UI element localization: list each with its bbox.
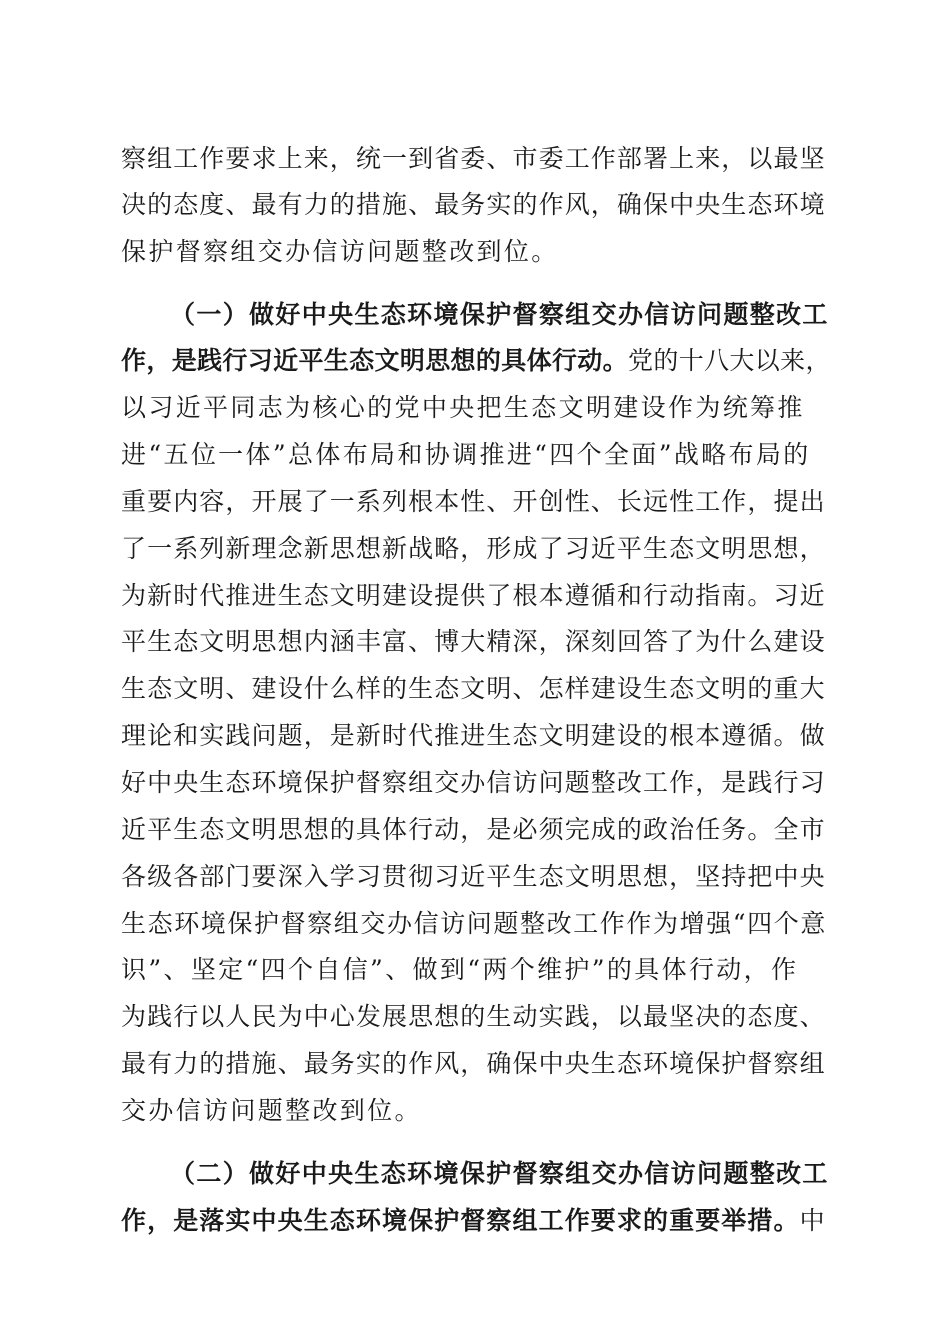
- text-line: [121, 997, 831, 1037]
- text-line: [121, 185, 831, 225]
- text-segment: 平生态文明思想内涵丰富、博大精深，深刻回答了为什么建设: [121, 627, 826, 656]
- text-line: [121, 622, 831, 662]
- text-segment: 最有力的措施、最务实的作风，确保中央生态环境保护督察组: [121, 1049, 826, 1078]
- text-segment: 好中央生态环境保护督察组交办信访问题整改工作，是践行习: [121, 768, 826, 797]
- text-segment: 保护督察组交办信访问题整改到位。: [121, 237, 559, 266]
- text-segment: 为新时代推进生态文明建设提供了根本遵循和行动指南。习近: [121, 581, 826, 610]
- text-line: [121, 388, 831, 428]
- text-segment: 以习近平同志为核心的党中央把生态文明建设作为统筹推: [121, 393, 805, 422]
- text-line: [121, 435, 831, 475]
- text-line: [121, 341, 831, 381]
- text-line: [121, 669, 831, 709]
- section-heading: 作，是践行习近平生态文明思想的具体行动。: [121, 346, 629, 375]
- text-segment: 理论和实践问题，是新时代推进生态文明建设的根本遵循。做: [121, 721, 826, 750]
- text-segment: 生态环境保护督察组交办信访问题整改工作作为增强“四个意: [121, 909, 827, 938]
- text-segment: 各级各部门要深入学习贯彻习近平生态文明思想，坚持把中央: [121, 862, 826, 891]
- text-line: [121, 950, 831, 990]
- text-line: [121, 232, 831, 272]
- section-heading: （一）做好中央生态环境保护督察组交办信访问题整改工: [170, 300, 829, 329]
- text-segment: 决的态度、最有力的措施、最务实的作风，确保中央生态环境: [121, 190, 826, 219]
- section-heading-line: [170, 295, 831, 335]
- text-segment: 察组工作要求上来，统一到省委、市委工作部署上来，以最坚: [121, 144, 826, 173]
- text-segment: 重要内容，开展了一系列根本性、开创性、长远性工作，提出: [121, 487, 826, 516]
- text-line: [121, 904, 831, 944]
- text-line: [121, 1091, 831, 1131]
- text-segment: 识”、坚定“四个自信”、做到“两个维护”的具体行动，作: [121, 955, 799, 984]
- text-line: [121, 576, 831, 616]
- text-line: [121, 482, 831, 522]
- text-line: [121, 139, 831, 179]
- text-line: [121, 716, 831, 756]
- text-segment: 为践行以人民为中心发展思想的生动实践，以最坚决的态度、: [121, 1002, 826, 1031]
- text-line: [121, 857, 831, 897]
- text-segment: 生态文明、建设什么样的生态文明、怎样建设生态文明的重大: [121, 674, 826, 703]
- text-line: [121, 810, 831, 850]
- text-segment: 了一系列新理念新思想新战略，形成了习近平生态文明思想，: [121, 534, 826, 563]
- text-line: [121, 1201, 831, 1241]
- section-heading-line: [170, 1154, 831, 1194]
- text-segment: 近平生态文明思想的具体行动，是必须完成的政治任务。全市: [121, 815, 826, 844]
- text-line: [121, 763, 831, 803]
- text-line: [121, 1044, 831, 1084]
- text-segment: 中: [799, 1206, 826, 1235]
- text-line: [121, 529, 831, 569]
- section-heading: 作，是落实中央生态环境保护督察组工作要求的重要举措。: [121, 1206, 800, 1235]
- section-heading: （二）做好中央生态环境保护督察组交办信访问题整改工: [170, 1159, 829, 1188]
- text-segment: 交办信访问题整改到位。: [121, 1096, 422, 1125]
- text-segment: 进“五位一体”总体布局和协调推进“四个全面”战略布局的: [121, 440, 811, 469]
- text-segment: 党的十八大以来，: [628, 346, 831, 375]
